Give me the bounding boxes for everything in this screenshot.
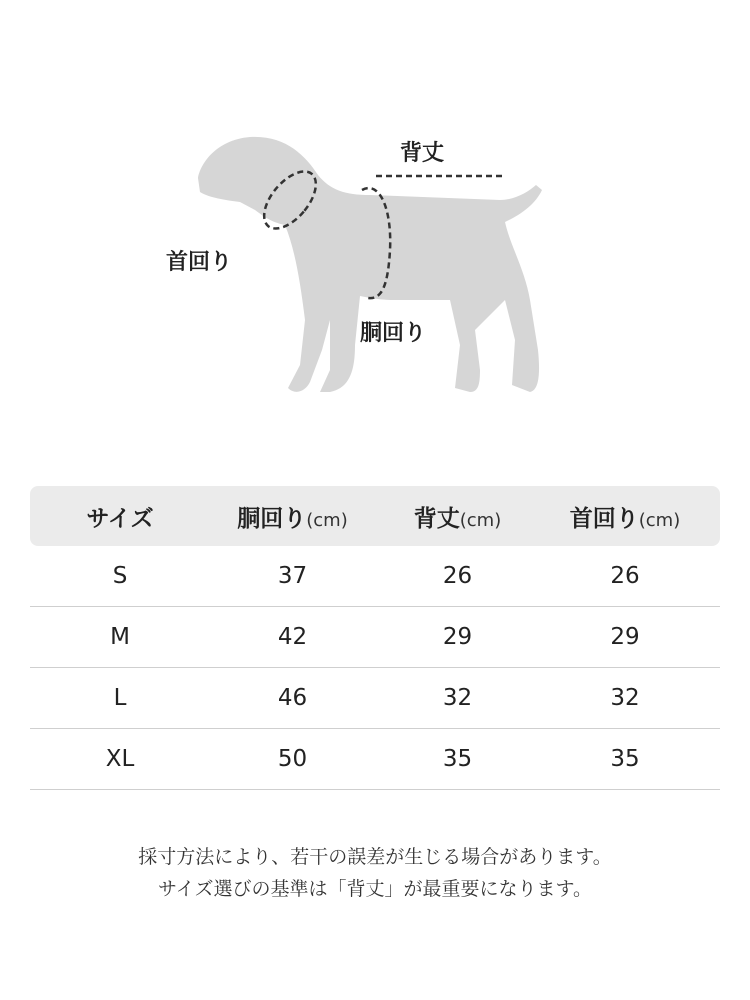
cell-back-length: 35 (442, 746, 473, 772)
dog-diagram (0, 0, 750, 420)
neck-label: 首回り (166, 250, 233, 275)
cell-chest: 50 (277, 746, 308, 772)
header-size (30, 500, 210, 533)
cell-size: L (113, 685, 127, 711)
cell-back-length: 26 (442, 563, 473, 589)
header-unit: (cm) (459, 509, 502, 531)
header-label: 背丈 (413, 505, 460, 532)
back-length-label: 背丈 (400, 141, 445, 166)
size-table (30, 486, 720, 790)
table-row (30, 729, 720, 790)
table-row (30, 668, 720, 729)
header-label: 胴回り (237, 505, 307, 532)
cell-chest: 46 (277, 685, 308, 711)
table-row (30, 546, 720, 607)
cell-neck: 35 (610, 746, 640, 772)
note-measurement-error: 採寸方法により、若干の誤差が生じる場合があります。 (138, 846, 612, 868)
cell-neck: 26 (610, 563, 640, 589)
cell-size: S (112, 563, 128, 589)
table-header (30, 486, 720, 546)
header-back-length (375, 500, 540, 533)
cell-chest: 37 (277, 563, 308, 589)
chest-label: 胴回り (360, 321, 427, 346)
cell-neck: 29 (610, 624, 640, 650)
cell-chest: 42 (277, 624, 308, 650)
cell-neck: 32 (610, 685, 640, 711)
header-label: 首回り (569, 505, 639, 532)
header-label: サイズ (86, 505, 154, 532)
header-unit: (cm) (306, 509, 348, 531)
cell-back-length: 32 (442, 685, 473, 711)
cell-size: XL (105, 746, 135, 772)
cell-back-length: 29 (442, 624, 473, 650)
cell-size: M (110, 624, 130, 650)
note-size-selection: サイズ選びの基準は「背丈」が最重要になります。 (158, 878, 592, 900)
header-chest (210, 500, 375, 533)
table-row (30, 607, 720, 668)
header-neck (540, 500, 710, 533)
header-unit: (cm) (638, 509, 681, 531)
